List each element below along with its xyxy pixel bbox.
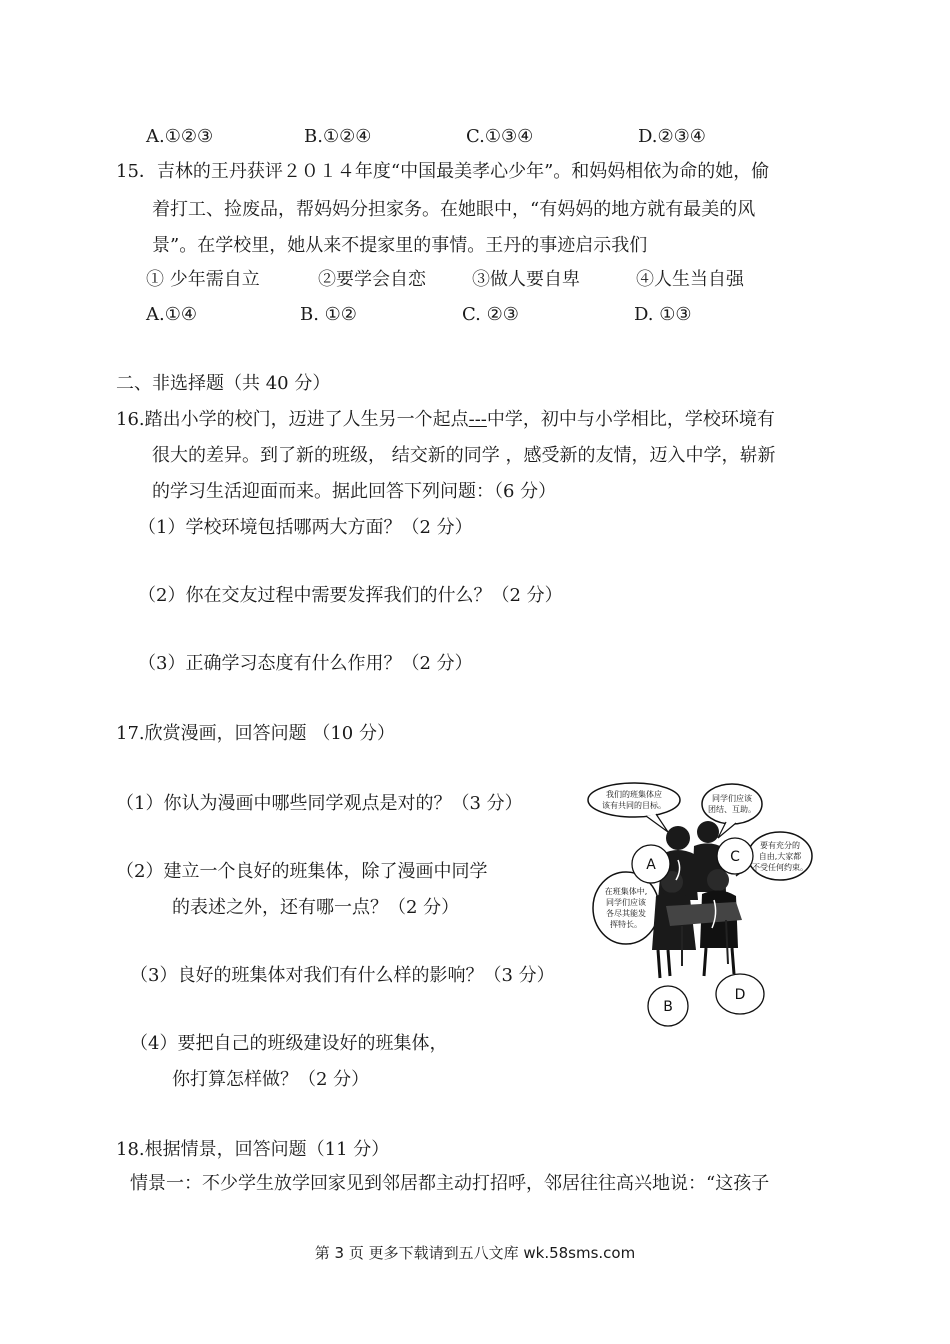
bubble-right-line2: 自由,大家都 bbox=[758, 852, 802, 861]
q18-title: 18.根据情景，回答问题（11 分） bbox=[116, 1139, 390, 1160]
q14-option-d: D.②③④ bbox=[638, 126, 706, 147]
q15-statement-4: ④人生当自强 bbox=[636, 269, 744, 290]
q14-option-b: B.①②④ bbox=[304, 126, 372, 147]
q17-sub-question-4b: 你打算怎样做？（2 分） bbox=[172, 1069, 370, 1090]
q17-title: 17.欣赏漫画，回答问题 （10 分） bbox=[116, 723, 395, 744]
q15-option-a: A.①④ bbox=[146, 304, 197, 325]
q16-sub-question-1: （1）学校环境包括哪两大方面？（2 分） bbox=[138, 517, 473, 538]
label-c: C bbox=[730, 849, 740, 865]
q17-sub-question-4a: （4）要把自己的班级建设好的班集体， bbox=[130, 1033, 448, 1054]
q17-sub-question-1: （1）你认为漫画中哪些同学观点是对的？（3 分） bbox=[116, 793, 523, 814]
bubble-right-line3: 不受任何约束。 bbox=[752, 863, 808, 872]
q18-scenario-line1: 情景一：不少学生放学回家见到邻居都主动打招呼，邻居往往高兴地说：“这孩子 bbox=[130, 1173, 770, 1194]
q14-option-a: A.①②③ bbox=[146, 126, 214, 147]
q16-line1-pre: 16.踏出小学的校门，迈进了人生另一个起点 bbox=[116, 409, 469, 430]
q16-text-line3: 的学习生活迎面而来。据此回答下列问题：（6 分） bbox=[152, 481, 557, 502]
q16-line1-blank: --- bbox=[468, 409, 487, 430]
q17-sub-question-2a: （2）建立一个良好的班集体，除了漫画中同学 bbox=[116, 861, 488, 882]
class-collective-comic bbox=[586, 780, 814, 1032]
label-b: B bbox=[663, 999, 673, 1015]
q15-text-line2: 着打工、捡废品，帮妈妈分担家务。在她眼中，“有妈妈的地方就有最美的风 bbox=[152, 199, 756, 220]
q16-text-line1 bbox=[116, 408, 775, 432]
q16-text-line2: 很大的差异。到了新的班级， 结交新的同学 ，感受新的友情，迈入中学，崭新 bbox=[152, 445, 776, 466]
q17-sub-question-2b: 的表述之外，还有哪一点？（2 分） bbox=[172, 897, 460, 918]
q16-line1-post: 中学，初中与小学相比，学校环境有 bbox=[486, 409, 775, 430]
bubble-top-right bbox=[702, 784, 762, 824]
bubble-top-right-line2: 团结、互助。 bbox=[708, 805, 756, 814]
q15-statement-3: ③做人要自卑 bbox=[472, 269, 580, 290]
section-heading: 二、非选择题（共 40 分） bbox=[116, 373, 331, 394]
q15-text-line3: 景”。在学校里，她从来不提家里的事情。王丹的事迹启示我们 bbox=[152, 235, 648, 256]
q16-sub-question-3: （3）正确学习态度有什么作用？（2 分） bbox=[138, 653, 473, 674]
bubble-left-line2: 同学们应该 bbox=[606, 898, 646, 907]
bubble-left-line1: 在班集体中, bbox=[604, 887, 648, 896]
q15-text-line1: 15．吉林的王丹获评２０１４年度“中国最美孝心少年”。和妈妈相依为命的她，偷 bbox=[116, 161, 770, 182]
q15-statement-2: ②要学会自恋 bbox=[318, 269, 426, 290]
q16-sub-question-2: （2）你在交友过程中需要发挥我们的什么？（2 分） bbox=[138, 585, 563, 606]
q15-option-c: C. ②③ bbox=[462, 304, 519, 325]
bubble-top-left-line2: 该有共同的目标。 bbox=[602, 801, 666, 810]
q15-statement-1: ① 少年需自立 bbox=[146, 269, 260, 290]
bubble-top-left bbox=[588, 783, 680, 817]
q17-sub-question-3: （3）良好的班集体对我们有什么样的影响？（3 分） bbox=[130, 965, 555, 986]
page-footer: 第 3 页 更多下载请到五八文库 wk.58sms.com bbox=[314, 1244, 636, 1262]
bubble-left-line3: 各尽其能发 bbox=[606, 909, 646, 918]
bubble-top-right-line1: 同学们应该 bbox=[712, 794, 752, 803]
label-d: D bbox=[734, 987, 746, 1003]
bubble-top-left-line1: 我们的班集体应 bbox=[606, 790, 662, 799]
q14-option-c: C.①③④ bbox=[466, 126, 534, 147]
bubble-right-line1: 要有充分的 bbox=[760, 841, 800, 850]
q15-option-d: D. ①③ bbox=[634, 304, 692, 325]
label-a: A bbox=[646, 857, 656, 873]
bubble-left-line4: 挥特长。 bbox=[610, 920, 642, 929]
q15-option-b: B. ①② bbox=[300, 304, 357, 325]
